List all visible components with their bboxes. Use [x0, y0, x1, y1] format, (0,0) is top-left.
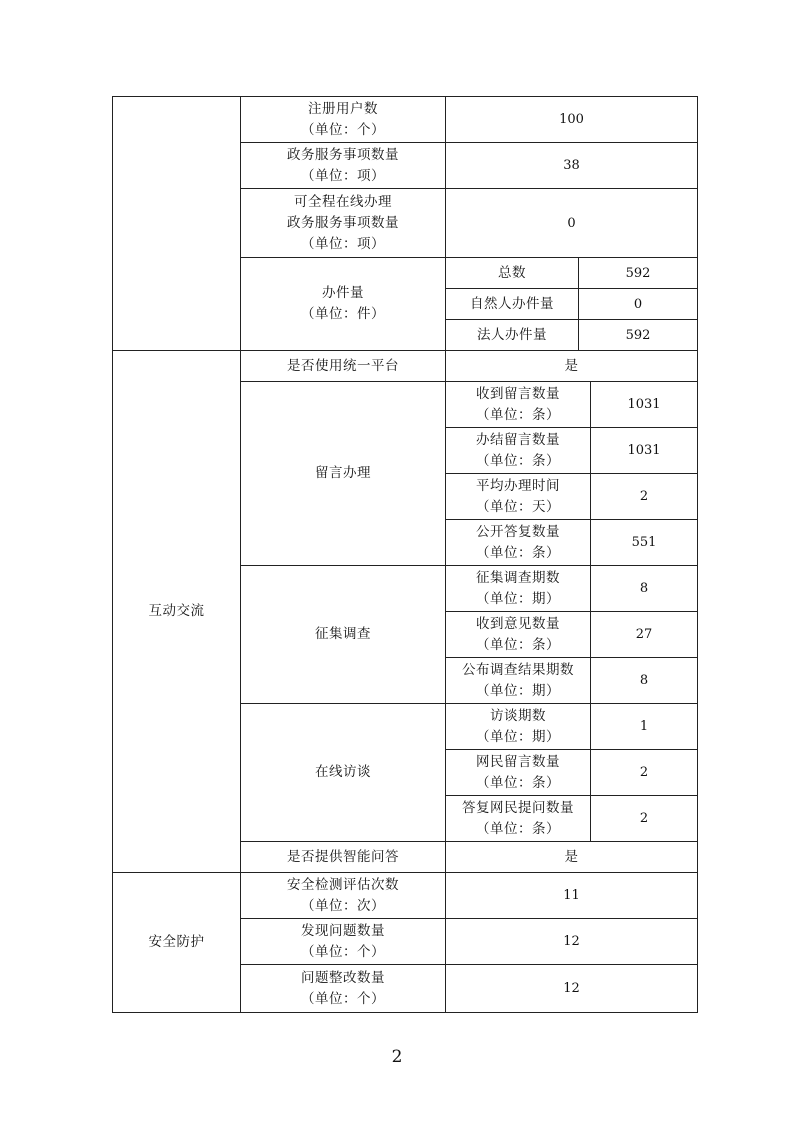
security-section-label: 安全防护 [113, 873, 241, 1013]
interview-periods-value: 1 [591, 704, 698, 750]
online-items-unit: （单位：项） [301, 235, 385, 252]
issues-fixed-unit: （单位：个） [301, 990, 385, 1007]
page-number: 2 [391, 1047, 403, 1067]
processing-natural-label: 自然人办件量 [446, 289, 579, 320]
processing-total-value: 592 [579, 258, 698, 289]
registered-users-label-cell [241, 97, 446, 143]
messages-closed-unit: （单位：条） [476, 452, 560, 469]
issues-found-unit: （单位：个） [301, 943, 385, 960]
interview-answers-label: 答复网民提问数量 [462, 799, 574, 816]
interview-periods-label-cell [446, 704, 591, 750]
survey-opinions-unit: （单位：条） [476, 636, 560, 653]
unified-platform-label: 是否使用统一平台 [241, 351, 446, 382]
table-row [113, 351, 698, 382]
table-row [113, 873, 698, 919]
messages-avg-time-label: 平均办理时间 [476, 477, 560, 494]
service-items-unit: （单位：项） [301, 167, 385, 184]
category-cell-empty [113, 97, 241, 351]
survey-opinions-label-cell [446, 612, 591, 658]
processing-legal-label: 法人办件量 [446, 320, 579, 351]
processing-total-label: 总数 [446, 258, 579, 289]
registered-users-value: 100 [446, 97, 698, 143]
survey-periods-label-cell [446, 566, 591, 612]
survey-results-label: 公布调查结果期数 [462, 661, 574, 678]
issues-fixed-label-cell [241, 965, 446, 1013]
processing-label-cell [241, 258, 446, 351]
online-items-label-cell [241, 189, 446, 258]
issues-fixed-label: 问题整改数量 [301, 969, 385, 986]
issues-fixed-value: 12 [446, 965, 698, 1013]
interview-answers-value: 2 [591, 796, 698, 842]
processing-natural-value: 0 [579, 289, 698, 320]
issues-found-label-cell [241, 919, 446, 965]
survey-results-value: 8 [591, 658, 698, 704]
messages-public-reply-unit: （单位：条） [476, 544, 560, 561]
registered-users-label: 注册用户数 [308, 100, 378, 117]
service-items-value: 38 [446, 143, 698, 189]
service-items-label-cell [241, 143, 446, 189]
unified-platform-value: 是 [446, 351, 698, 382]
issues-found-label: 发现问题数量 [301, 922, 385, 939]
messages-closed-label-cell [446, 428, 591, 474]
smart-qa-value: 是 [446, 842, 698, 873]
processing-unit: （单位：件） [301, 306, 385, 322]
messages-closed-label: 办结留言数量 [476, 431, 560, 448]
security-assessments-label-cell [241, 873, 446, 919]
processing-legal-value: 592 [579, 320, 698, 351]
processing-label: 办件量 [322, 285, 364, 301]
survey-results-unit: （单位：期） [476, 682, 560, 699]
smart-qa-label: 是否提供智能问答 [241, 842, 446, 873]
security-assessments-label: 安全检测评估次数 [287, 876, 399, 893]
survey-opinions-label: 收到意见数量 [476, 615, 560, 632]
survey-label: 征集调查 [241, 566, 446, 704]
messages-label: 留言办理 [241, 382, 446, 566]
survey-periods-value: 8 [591, 566, 698, 612]
table-row [113, 97, 698, 143]
messages-avg-time-label-cell [446, 474, 591, 520]
online-items-label-line1: 可全程在线办理 [294, 193, 392, 210]
interaction-section-label: 互动交流 [113, 351, 241, 873]
messages-avg-time-value: 2 [591, 474, 698, 520]
survey-periods-label: 征集调查期数 [476, 569, 560, 586]
issues-found-value: 12 [446, 919, 698, 965]
security-assessments-unit: （单位：次） [301, 897, 385, 914]
messages-public-reply-label-cell [446, 520, 591, 566]
security-assessments-value: 11 [446, 873, 698, 919]
messages-received-value: 1031 [591, 382, 698, 428]
survey-periods-unit: （单位：期） [476, 590, 560, 607]
service-items-label: 政务服务事项数量 [287, 146, 399, 163]
interview-periods-label: 访谈期数 [490, 707, 546, 724]
messages-received-unit: （单位：条） [476, 406, 560, 423]
online-items-value: 0 [446, 189, 698, 258]
interview-answers-unit: （单位：条） [476, 820, 560, 837]
messages-received-label-cell [446, 382, 591, 428]
interview-netizen-msgs-label: 网民留言数量 [476, 753, 560, 770]
messages-avg-time-unit: （单位：天） [476, 498, 560, 515]
messages-public-reply-label: 公开答复数量 [476, 523, 560, 540]
survey-results-label-cell [446, 658, 591, 704]
messages-public-reply-value: 551 [591, 520, 698, 566]
online-items-label-line2: 政务服务事项数量 [287, 214, 399, 231]
interview-netizen-msgs-unit: （单位：条） [476, 774, 560, 791]
registered-users-unit: （单位：个） [301, 121, 385, 138]
messages-received-label: 收到留言数量 [476, 385, 560, 402]
interview-netizen-msgs-label-cell [446, 750, 591, 796]
interview-label: 在线访谈 [241, 704, 446, 842]
messages-closed-value: 1031 [591, 428, 698, 474]
statistics-table [112, 96, 698, 1013]
interview-periods-unit: （单位：期） [476, 728, 560, 745]
survey-opinions-value: 27 [591, 612, 698, 658]
interview-netizen-msgs-value: 2 [591, 750, 698, 796]
interview-answers-label-cell [446, 796, 591, 842]
